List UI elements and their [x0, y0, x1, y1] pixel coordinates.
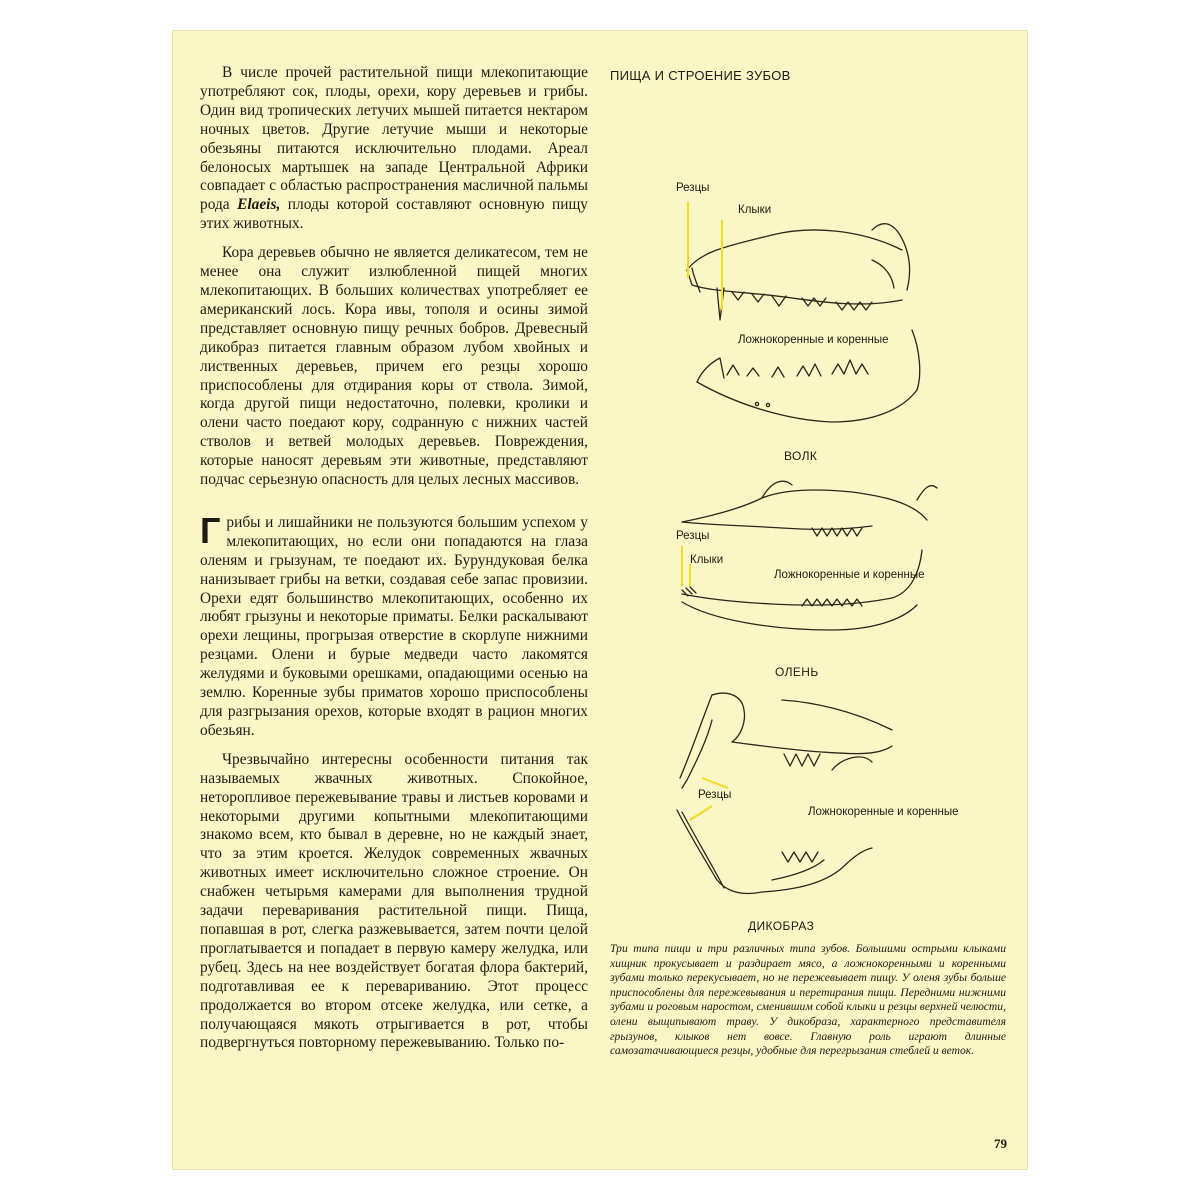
paragraph-3-text: рибы и лишайники не пользуются большим успехом у млекопитающих, но если они попадаются на глаза оленям и грызунам, те поедают их. Бурундуковая белка нанизывает грибы на ветки, создавая себе запас провизии. Орехи едят большинство млекопитающих, особенно их любят грызуны и некоторые приматы. Белки раскалывают орехи лещины, прогрызая отверстие в скорлупе нижними резцами. Олени и бурые медведи часто лакомятся желудями и буковыми орешками, опадающими осенью на землю. Коренные зубы приматов хорошо приспособлены для разгрызания орехов, которые входят в рацион многих обезьян.	[200, 513, 588, 739]
wolf-upper-skull	[687, 224, 910, 320]
paragraph-4: Чрезвычайно интересны особенности питания так называемых жвачных животных. Спокойное, неторопливое пережевывание травы и листьев коровами и некоторыми другими копытными млекопитающими знакомо всем, кто бывал в деревне, но не каждый знает, что за этим кроется. Желудок современных жвачных животных имеет исключительно сложное строение. Он снабжен четырьмя камерами для выполнения трудной задачи переваривания растительной пищи. Пища, попавшая в рот, слегка разжевывается, затем почти целой проглатывается и попадает в первую камеру желудка, или рубец. Здесь на нее воздействует богатая флора бактерий, подготавливая ее к перевариванию. Этот процесс продолжается во втором отсеке желудка, или сетке, а получающаяся мякоть отрыгивается в рот, чтобы подвергнуться повторному пережевыванию. Только по-	[200, 750, 588, 1052]
porcupine-upper-skull	[680, 693, 892, 788]
porcupine-molars-label: Ложнокоренные и коренные	[808, 806, 959, 818]
porcupine-name: ДИКОБРАЗ	[748, 919, 815, 933]
deer-molars-label: Ложнокоренные и коренные	[774, 569, 925, 581]
porcupine-incisors-label: Резцы	[698, 789, 732, 801]
porcupine-incisor-pointer-upper	[702, 778, 728, 788]
book-page	[172, 30, 1028, 1170]
wolf-name: ВОЛК	[784, 449, 818, 463]
figure-caption: Три типа пищи и три различных типа зубов. Большими острыми клыками хищник прокусывает и раздирает мясо, а ложнокоренными и коренными зубами только перекусывает, но не пережевывает пищу. У оленя зубы больше приспособлены для пережевывания и перетирания пищи. Передними нижними зубами и роговым наростом, сменившим собой клыки и резцы верхней челюсти, олени выщипывают траву. У дикобраза, характерного представителя грызунов, клыков нет вовсе. Главную роль играют длинные самозатачивающиеся резцы, удобные для перегрызания стеблей и веток.	[610, 942, 1006, 1058]
wolf-canines-label: Клыки	[738, 204, 772, 216]
deer-name: ОЛЕНЬ	[775, 665, 819, 679]
section-title: ПИЩА И СТРОЕНИЕ ЗУБОВ	[610, 68, 791, 83]
paragraph-1-text: В числе прочей растительной пищи млекопитающие употребляют сок, плоды, орехи, кору деревьев и грибы. Один вид тропических летучих мышей питается нектаром ночных цветов. Другие летучие мыши и некоторые обезьяны питаются исключительно плодами. Ареал белоносых мартышек на западе Центральной Африки совпадает с областью распространения масличной пальмы рода	[200, 64, 588, 214]
deer-upper-skull	[682, 481, 937, 536]
label-pointers	[682, 202, 728, 820]
wolf-molars-label: Ложнокоренные и коренные	[738, 334, 889, 346]
porcupine-incisor-pointer-lower	[690, 806, 712, 820]
wolf-incisors-label: Резцы	[676, 182, 710, 194]
drop-cap: Г	[200, 509, 221, 551]
page-number: 79	[994, 1136, 1007, 1151]
paragraph-2: Кора деревьев обычно не является деликатесом, тем не менее она служит излюбленной пищей многих млекопитающих. В больших количествах употребляет ее американский лось. Кора ивы, тополя и осины зимой представляет основную пищу речных бобров. Древесный дикобраз питается главным образом лубом хвойных и лиственных деревьев, причем его резцы хорошо приспособлены для отдирания коры от ствола. Зимой, когда другой пищи недостаточно, полевки, кролики и олени часто поедают кору, содранную с нижних частей стволов и ветвей молодых деревьев. Повреждения, которые наносят деревьям эти животные, представляют подчас серьезную опасность для целых лесных массивов.	[200, 244, 588, 489]
latin-genus: Elaeis,	[237, 196, 281, 214]
paragraph-1-end: плоды которой составляют основную пищу этих животных.	[200, 196, 588, 233]
deer-incisors-label: Резцы	[676, 530, 710, 542]
porcupine-lower-jaw	[677, 810, 872, 894]
deer-canines-label: Клыки	[690, 554, 724, 566]
